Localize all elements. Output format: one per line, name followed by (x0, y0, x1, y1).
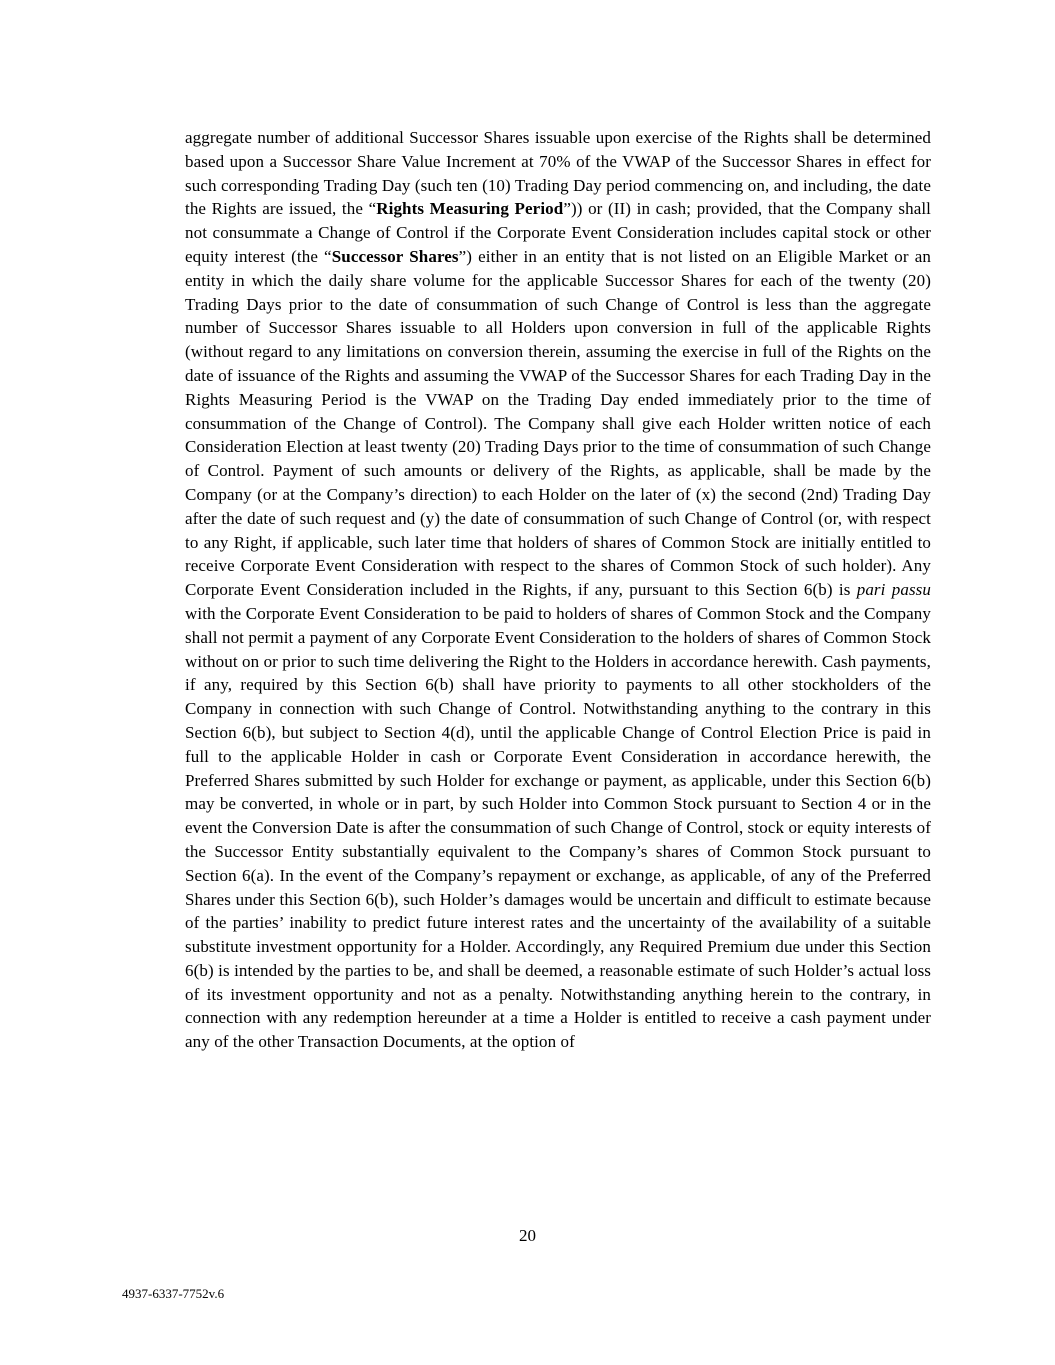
text-segment-bold: Rights Measuring Period (376, 199, 564, 219)
page-number: 20 (519, 1226, 536, 1245)
text-segment-normal: with the Corporate Event Consideration to be paid to holders of shares of Common Stock and the Company shall not permit a payment of any Corporate Event Consideration to the holders of shares of Common Stock without on or prior to such time delivering the Right to the Holders in accordance herewith. Cash payments, if any, required by this Section 6(b) shall have priority to payments to all other stockholders of the Company in connection with such Change of Control. Notwithstanding anything to the contrary in this Section 6(b), but subject to Section 4(d), until the applicable Change of Control Election Price is paid in full to the applicable Holder in cash or Corporate Event Consideration in accordance herewith, the Preferred Shares submitted by such Holder for exchange or payment, as applicable, under this Section 6(b) may be converted, in whole or in part, by such Holder into Common Stock pursuant to Section 4 or in the event the Conversion Date is after the consummation of such Change of Control, stock or equity interests of the Successor Entity substantially equivalent to the Company’s shares of Common Stock pursuant to Section 6(a). In the event of the Company’s repayment or exchange, as applicable, of any of the Preferred Shares under this Section 6(b), such Holder’s damages would be uncertain and difficult to estimate because of the parties’ inability to predict future interest rates and the uncertainty of the availability of a suitable substitute investment opportunity for a Holder. Accordingly, any Required Premium due under this Section 6(b) is intended by the parties to be, and shall be deemed, a reasonable estimate of such Holder’s actual loss of its investment opportunity and not as a penalty. Notwithstanding anything herein to the contrary, in connection with any redemption hereunder at a time a Holder is entitled to receive a cash payment under any of the other Transaction Documents, at the option of (185, 603, 931, 1052)
text-segment-normal: aggregate number of additional Successor Shares issuable upon exercise of the Rights shall be determined based upon a Successor Share Value Increment at 70% of the VWAP of the Successor Shares in effect for such corresponding Trading Day (such ten (10) Trading Day period commencing on, and including, the date the Rights are issued, the “ (185, 128, 931, 219)
text-segment-normal: ”) either in an entity that is not listed on an Eligible Market or an entity in which the daily share volume for the applicable Successor Shares for each of the twenty (20) Trading Days prior to the date of consummation of such Change of Control is less than the aggregate number of Successor Shares issuable to all Holders upon conversion in full of the applicable Rights (without regard to any limitations on conversion therein, assuming the exercise in full of the Rights on the date of issuance of the Rights and assuming the VWAP of the Successor Shares for each Trading Day in the Rights Measuring Period is the VWAP on the Trading Day ended immediately prior to the time of consummation of the Change of Control). The Company shall give each Holder written notice of each Consideration Election at least twenty (20) Trading Days prior to the time of consummation of such Change of Control. Payment of such amounts or delivery of the Rights, as applicable, shall be made by the Company (or at the Company’s direction) to each Holder on the later of (x) the second (2nd) Trading Day after the date of such request and (y) the date of consummation of such Change of Control (or, with respect to any Right, if applicable, such later time that holders of shares of Common Stock are initially entitled to receive Corporate Event Consideration with respect to the shares of Common Stock of such holder). Any Corporate Event Consideration included in the Rights, if any, pursuant to this Section 6(b) is (185, 246, 931, 600)
text-segment-normal: ”)) or (II) in cash; provided, that the Company shall not consummate a Change of Control if the Corporate Event Consideration includes capital stock or other equity interest (the “ (185, 199, 932, 266)
document-id-footer: 4937-6337-7752v.6 (122, 1286, 225, 1301)
text-segment-bold: Successor Shares (331, 246, 459, 266)
text-segment-italic: pari passu (856, 580, 931, 600)
body-paragraph (185, 126, 931, 1054)
